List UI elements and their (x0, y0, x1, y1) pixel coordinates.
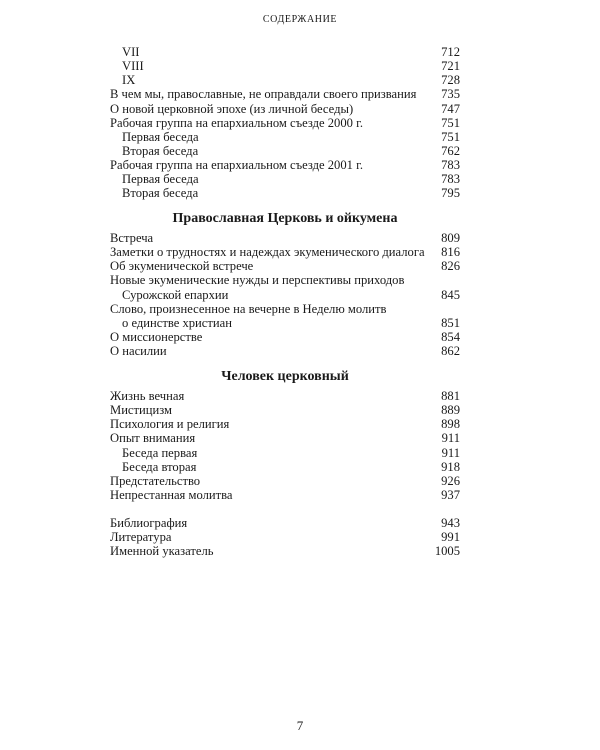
toc-entry-page: 735 (441, 87, 460, 102)
toc-block-continued (110, 45, 460, 201)
toc-entry-page: 751 (441, 115, 460, 130)
toc-entry (110, 516, 460, 530)
toc-entry (110, 45, 460, 59)
section-title: Православная Церковь и ойкумена (172, 211, 398, 226)
toc-entry-title: Рабочая группа на епархиальном съезде 2000 г. (110, 115, 363, 130)
toc-entry-page: 783 (441, 172, 460, 187)
toc-entry-page: 943 (441, 516, 460, 530)
toc-entry-page: 795 (441, 186, 460, 201)
toc-entry-title: Об экуменической встрече (110, 259, 254, 274)
toc-entry-page: 762 (441, 143, 460, 158)
toc-entry-page: 991 (441, 530, 460, 545)
toc-entry-title: Непрестанная молитва (110, 487, 233, 502)
toc-entry (110, 231, 460, 245)
toc-entry (110, 102, 460, 116)
toc-entry-title: Беседа первая (122, 445, 198, 460)
toc-entry (110, 73, 460, 87)
section-title: Человек церковный (221, 369, 349, 384)
toc-entry (110, 245, 460, 259)
toc-entry-title: IX (122, 73, 136, 88)
toc-entry-page: 721 (441, 59, 460, 74)
toc-entry-page: 845 (441, 287, 460, 302)
toc-entry-page: 826 (441, 259, 460, 274)
toc-entry-title: Первая беседа (122, 172, 199, 187)
toc-entry (110, 259, 460, 273)
toc-entry-page: 881 (441, 389, 460, 403)
toc-entry-page: 854 (441, 329, 460, 344)
toc-entry (110, 316, 460, 330)
toc-entry-title: о единстве христиан (122, 315, 232, 330)
toc-entry-title: Мистицизм (110, 403, 173, 418)
toc-entry-page: 937 (441, 487, 460, 502)
toc-entry-page: 816 (441, 245, 460, 260)
toc-block-orthodox-church (110, 231, 460, 358)
toc-entry (110, 474, 460, 488)
toc-entry (110, 116, 460, 130)
toc-entry (110, 130, 460, 144)
toc-entry-title: О новой церковной эпохе (из личной беседы) (110, 101, 354, 116)
toc-entry (110, 273, 460, 287)
toc-entry (110, 344, 460, 358)
toc-entry-title: Библиография (110, 516, 188, 530)
toc-entry-title: Литература (110, 530, 172, 545)
toc-entry (110, 288, 460, 302)
toc-entry (110, 403, 460, 417)
toc-entry-page: 751 (441, 129, 460, 144)
toc-entry (110, 446, 460, 460)
toc-entry-title: Заметки о трудностях и надеждах экуменического диалога (110, 245, 425, 260)
toc-entry-title: Беседа вторая (122, 459, 197, 474)
toc-entry-title: Вторая беседа (122, 143, 199, 158)
toc-entry (110, 186, 460, 200)
toc-entry (110, 389, 460, 403)
toc-entry (110, 87, 460, 101)
toc-entry-page: 918 (441, 459, 460, 474)
toc-entry-page: 911 (441, 431, 460, 446)
toc-entry (110, 302, 460, 316)
toc-entry (110, 59, 460, 73)
toc-entry-page: 851 (441, 315, 460, 330)
toc-entry (110, 158, 460, 172)
toc-entry (110, 544, 460, 558)
toc-entry-title: О миссионерстве (110, 329, 203, 344)
toc-entry (110, 417, 460, 431)
toc-entry-title: VIII (122, 59, 144, 74)
toc-block-church-man (110, 389, 460, 502)
toc-entry-page: 926 (441, 473, 460, 488)
toc-entry-title: Первая беседа (122, 129, 199, 144)
toc-entry-page: 889 (441, 403, 460, 418)
toc-entry (110, 330, 460, 344)
toc-entry-page: 809 (441, 231, 460, 245)
running-header: СОДЕРЖАНИЕ (262, 14, 338, 25)
toc-entry-page: 862 (441, 344, 460, 359)
toc-entry (110, 431, 460, 445)
toc-entry-page: 911 (441, 445, 460, 460)
toc-entry-page: 747 (441, 101, 460, 116)
toc-entry-page: 783 (441, 158, 460, 173)
toc-entry-title: В чем мы, православные, не оправдали своего призвания (110, 87, 417, 102)
toc-entry-title: Психология и религия (110, 417, 230, 432)
toc-entry-title: Рабочая группа на епархиальном съезде 2001 г. (110, 158, 363, 173)
toc-entry-title: VII (122, 45, 140, 59)
toc-entry-title: Встреча (110, 231, 154, 245)
toc-entry (110, 530, 460, 544)
toc-entry-title: Слово, произнесенное на вечерне в Неделю молитв (110, 301, 387, 316)
toc-entry-page: 898 (441, 417, 460, 432)
toc-entry-page: 712 (441, 45, 460, 59)
toc-entry-page: 1005 (434, 544, 460, 559)
toc-entry-title: Вторая беседа (122, 186, 199, 201)
page-number: 7 (296, 718, 304, 733)
toc-entry (110, 144, 460, 158)
toc-entry-title: Предстательство (110, 473, 201, 488)
toc-entry-title: Жизнь вечная (110, 389, 185, 403)
toc-entry-title: Новые экуменические нужды и перспективы приходов (110, 273, 405, 288)
toc-entry-title: Опыт внимания (110, 431, 196, 446)
toc-block-appendices (110, 516, 460, 558)
toc-entry-title: О насилии (110, 344, 167, 359)
toc-entry-page: 728 (441, 73, 460, 88)
toc-entry-title: Именной указатель (110, 544, 214, 559)
toc-entry (110, 460, 460, 474)
toc-entry (110, 488, 460, 502)
toc-entry-title: Сурожской епархии (122, 287, 229, 302)
toc-entry (110, 172, 460, 186)
